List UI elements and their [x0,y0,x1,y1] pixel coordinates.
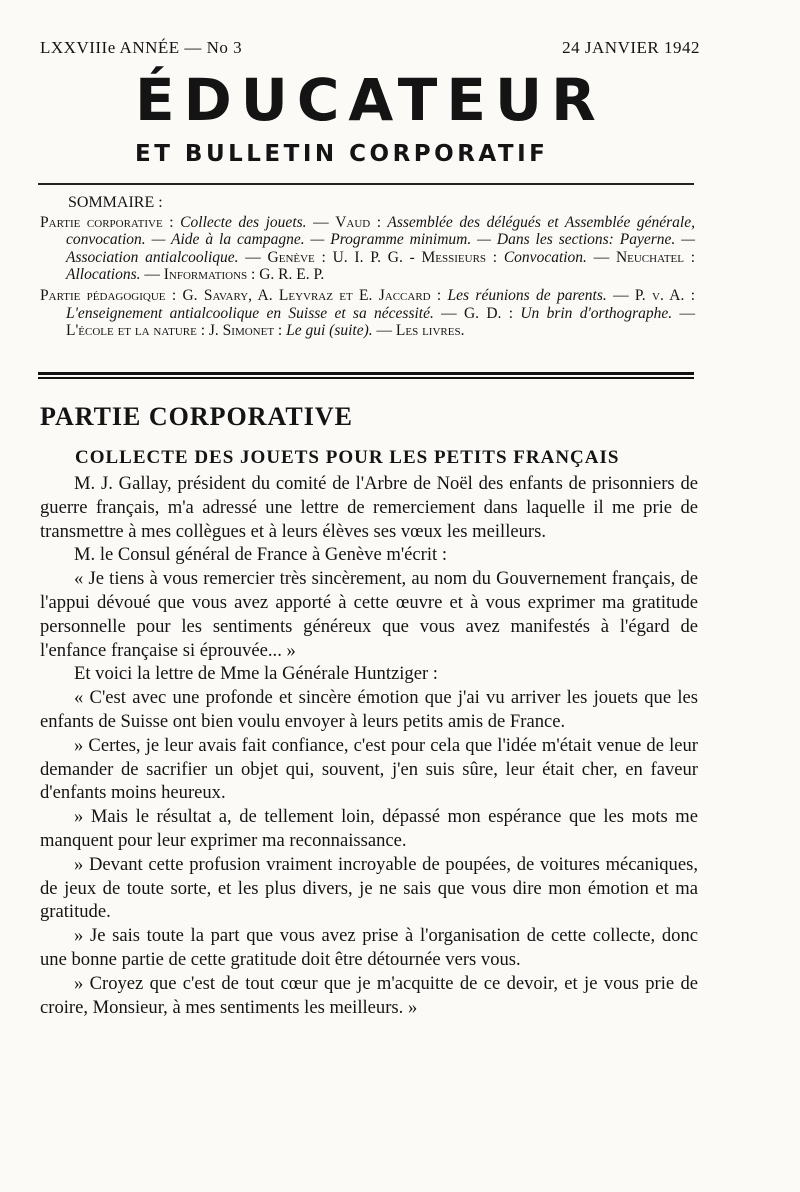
article-paragraph: » Devant cette profusion vraiment incroyable de poupées, de voitures mécaniques, de jeux de toute sorte, et les plus divers, je ne sais que vous dire mon émotion et ma gratitude. [40,853,698,923]
toc-entry: Genève : [267,248,326,266]
toc-entry: J. Simonet : [205,322,283,340]
toc-entry: — [672,304,695,322]
toc-entry: — G. D. : [433,304,514,322]
article-paragraph: « Je tiens à vous remercier très sincèrement, au nom du Gouvernement français, de l'appui dévoué que vous avez apporté à cette œuvre et à vous exprimer ma gratitude personnelle pour les sentiments généreux que vous avez manifestés à l'égard de l'enfance française si éprouvée... » [40,568,698,661]
toc-entry: — [306,213,336,231]
article-paragraph: « C'est avec une profonde et sincère émotion que j'ai vu arriver les jouets que les enfants de Suisse ont bien voulu envoyer à leurs petits amis de France. [40,687,698,732]
toc-entry: U. I. P. G. - [325,248,422,266]
toc-entry: — [372,322,396,340]
article-paragraph: » Certes, je leur avais fait confiance, c'est pour cela que l'idée m'était venue de leur demander de sacrifier un objet qui, souvent, j'en suis sûre, leur était cher, en faveur d'enfants moins heureux. [40,734,698,804]
article-body [40,472,698,1019]
toc-entry: Convocation. [497,248,587,266]
toc-pedagogique [40,287,695,340]
toc-entry: Les réunions de parents. [441,286,607,304]
toc-corporative-label: Partie corporative : [40,213,174,231]
issue-line [40,38,700,58]
header-rule [38,183,694,185]
section-divider [38,372,694,379]
article-title: COLLECTE DES JOUETS POUR LES PETITS FRANÇAIS [75,447,620,468]
toc-entry: L'école et la nature : [66,322,205,340]
toc-entry: Messieurs : [421,248,498,266]
toc-entry: Le gui (suite). [282,322,373,340]
toc-entry: Informations : [163,266,256,284]
toc-entry: Neuchatel : [615,248,696,266]
masthead-title: ÉDUCATEUR [135,66,605,134]
toc-entry: Collecte des jouets. [180,213,307,231]
toc-entry: G. R. E. P. [255,266,325,284]
toc-entry: — [140,266,164,284]
toc-entry: — [238,248,268,266]
article-paragraph: » Mais le résultat a, de tellement loin, dépassé mon espérance que les mots me manquent pour leur exprimer ma reconnaissance. [40,806,698,851]
toc-entry: L'enseignement antialcoolique en Suisse et sa nécessité. [66,304,434,322]
toc-entry: Assemblée des délégués et Assemblée générale, convocation. — Aide à la campagne. — Programme minimum. — Dans les sections: Payerne. — Association antialcoolique. [66,213,695,266]
article-paragraph: Et voici la lettre de Mme la Générale Huntziger : [74,663,438,685]
toc-corporative [40,214,695,284]
issue-number: LXXVIIIe ANNÉE — No 3 [40,38,243,57]
toc-entry: — P. v. A. : [606,286,695,304]
toc-entry: Vaud : [335,213,382,231]
article-paragraph: M. J. Gallay, président du comité de l'Arbre de Noël des enfants de prisonniers de guerre français, m'a adressé une lettre de remerciement dans laquelle il me prie de transmettre à mes collègues et à leurs élèves ses vœux les meilleurs. [40,473,698,542]
section-title: PARTIE CORPORATIVE [40,402,353,431]
toc-entry: Un brin d'orthographe. [513,304,673,322]
masthead-subtitle: ET BULLETIN CORPORATIF [135,141,549,167]
toc-entry: G. Savary, A. Leyvraz et E. Jaccard : [182,286,442,304]
issue-date: 24 JANVIER 1942 [562,38,700,57]
toc-entry: Les livres. [395,322,465,340]
toc-entry: — [586,248,616,266]
toc-entry: Allocations. [66,266,141,284]
article-paragraph: » Je sais toute la part que vous avez prise à l'organisation de cette collecte, donc une bonne partie de cette gratitude doit être détournée vers vous. [40,925,698,970]
toc-pedagogique-label: Partie pédagogique : [40,286,177,304]
article-paragraph: M. le Consul général de France à Genève m'écrit : [74,544,448,566]
toc-heading: SOMMAIRE : [68,194,163,211]
article-paragraph: » Croyez que c'est de tout cœur que je m'acquitte de ce devoir, et je vous prie de croire, Monsieur, à mes sentiments les meilleurs. » [40,972,698,1018]
table-of-contents [40,194,695,343]
